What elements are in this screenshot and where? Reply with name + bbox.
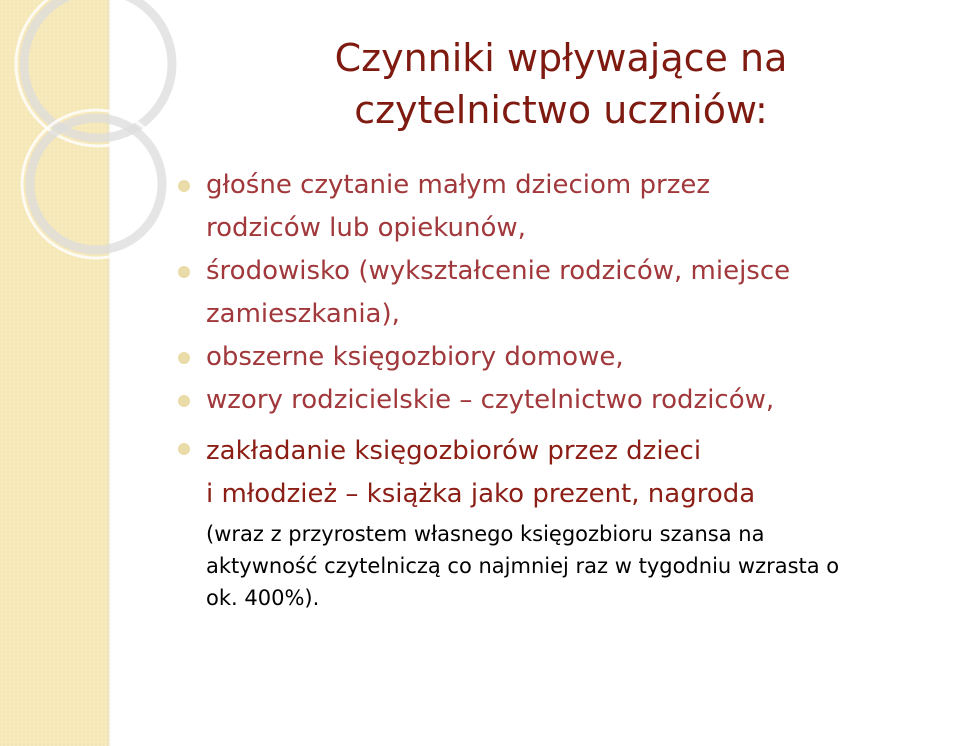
bullet-dot-icon <box>178 352 190 364</box>
bullet-item-home-library <box>172 336 952 379</box>
bullet-item-own-library <box>172 430 952 614</box>
bullet-dot-icon <box>178 266 190 278</box>
bullet-line: rodziców lub opiekunów, <box>206 213 526 243</box>
bullet-item-parental-models <box>172 379 952 422</box>
bullet-line: głośne czytanie małym dzieciom przez <box>206 170 711 200</box>
note-line: aktywność czytelniczą co najmniej raz w tygodniu wzrasta o <box>206 554 840 578</box>
bullet-dot-icon <box>178 180 190 192</box>
note-line: (wraz z przyrostem własnego księgozbioru szansa na <box>206 522 765 546</box>
bullet-line: zakładanie księgozbiorów przez dzieci <box>206 436 702 466</box>
bullet-line: obszerne księgozbiory domowe, <box>206 342 624 372</box>
bullet-line: środowisko (wykształcenie rodziców, miejsce <box>206 256 791 286</box>
bullet-dot-icon <box>178 443 190 455</box>
title-line-1: Czynniki wpływające na <box>334 36 788 80</box>
bullet-item-reading-aloud <box>172 164 952 250</box>
bullet-line: wzory rodzicielskie – czytelnictwo rodziców, <box>206 385 775 415</box>
slide-title <box>236 32 886 136</box>
bullet-line: i młodzież – książka jako prezent, nagroda <box>206 479 756 509</box>
bullet-item-environment <box>172 250 952 336</box>
decorative-side-panel <box>0 0 107 746</box>
side-panel-edge <box>107 0 111 746</box>
note-line: ok. 400%). <box>206 586 320 610</box>
bullet-list <box>172 164 952 614</box>
bullet-note <box>206 518 952 614</box>
bullet-line: zamieszkania), <box>206 299 400 329</box>
title-line-2: czytelnictwo uczniów: <box>354 88 768 132</box>
bullet-dot-icon <box>178 395 190 407</box>
